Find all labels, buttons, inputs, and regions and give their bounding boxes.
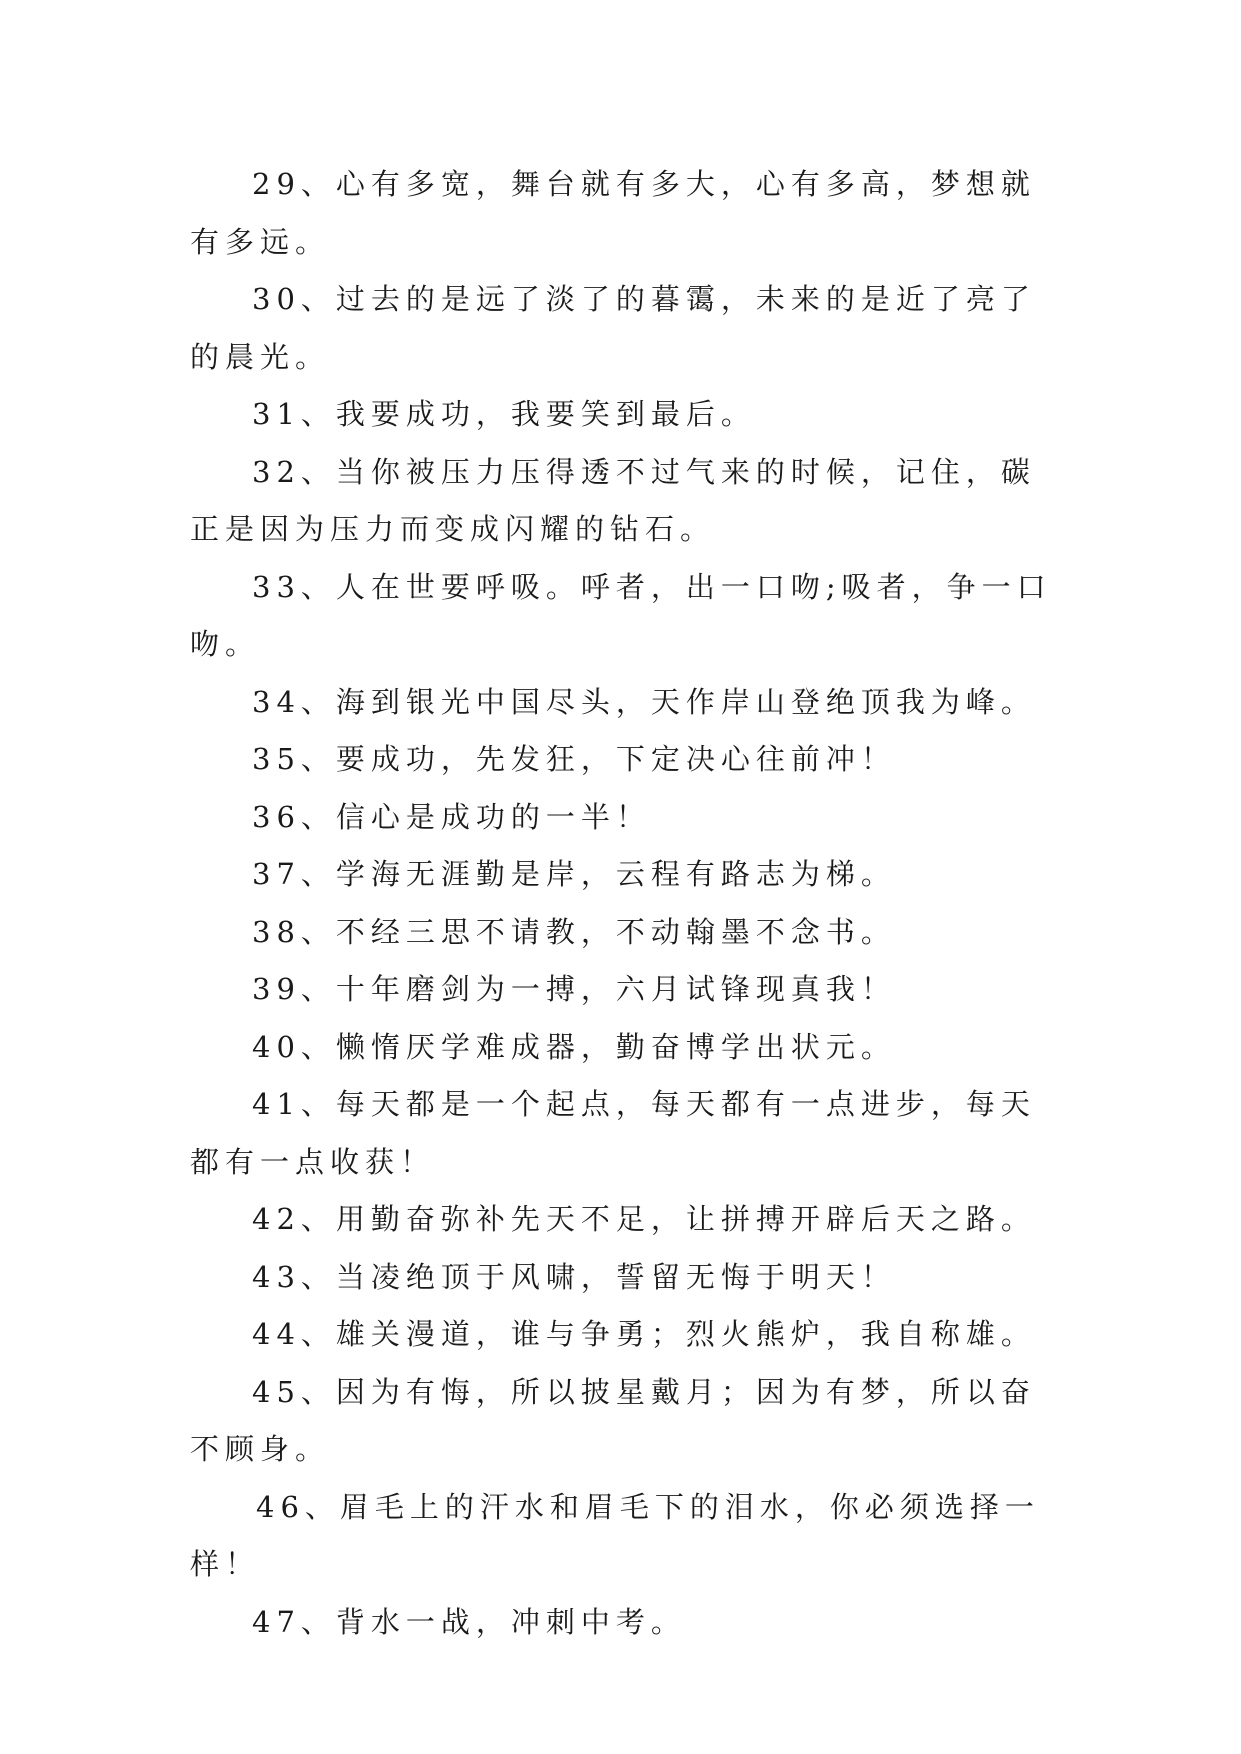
paragraph-41: 41、每天都是一个起点，每天都有一点进步，每天都有一点收获！ [190, 1087, 1036, 1179]
paragraph-45: 45、因为有悔，所以披星戴月；因为有梦，所以奋不顾身。 [190, 1374, 1036, 1466]
paragraph-38: 38、不经三思不请教，不动翰墨不念书。 [252, 914, 896, 949]
paragraph-42: 42、用勤奋弥补先天不足，让拼搏开辟后天之路。 [252, 1202, 1036, 1236]
paragraph-37: 37、学海无涯勤是岸，云程有路志为梯。 [252, 857, 896, 891]
paragraph-34: 34、海到银光中国尽头，天作岸山登绝顶我为峰。 [252, 684, 1036, 719]
paragraph-44: 44、雄关漫道，谁与争勇；烈火熊炉，我自称雄。 [252, 1317, 1036, 1351]
paragraph-43: 43、当凌绝顶于风啸，誓留无悔于明天！ [252, 1259, 896, 1294]
paragraph-36: 36、信心是成功的一半！ [252, 799, 651, 834]
paragraph-32: 32、当你被压力压得透不过气来的时候，记住，碳正是因为压力而变成闪耀的钻石。 [190, 454, 1036, 546]
paragraph-39: 39、十年磨剑为一搏，六月试锋现真我！ [252, 972, 896, 1006]
paragraph-33: 33、人在世要呼吸。呼者，出一口吻;吸者，争一口吻。 [190, 569, 1052, 661]
paragraph-47: 47、背水一战，冲刺中考。 [252, 1604, 686, 1639]
paragraph-30: 30、过去的是远了淡了的暮霭，未来的是近了亮了的晨光。 [190, 282, 1036, 374]
document-body [190, 156, 1058, 1651]
paragraph-31: 31、我要成功，我要笑到最后。 [252, 397, 756, 431]
paragraph-29: 29、心有多宽，舞台就有多大，心有多高，梦想就有多远。 [190, 167, 1036, 259]
paragraph-35: 35、要成功，先发狂，下定决心往前冲！ [252, 742, 896, 776]
paragraph-40: 40、懒惰厌学难成器，勤奋博学出状元。 [252, 1029, 896, 1064]
paragraph-46: 46、眉毛上的汗水和眉毛下的泪水，你必须选择一样！ [190, 1489, 1040, 1581]
